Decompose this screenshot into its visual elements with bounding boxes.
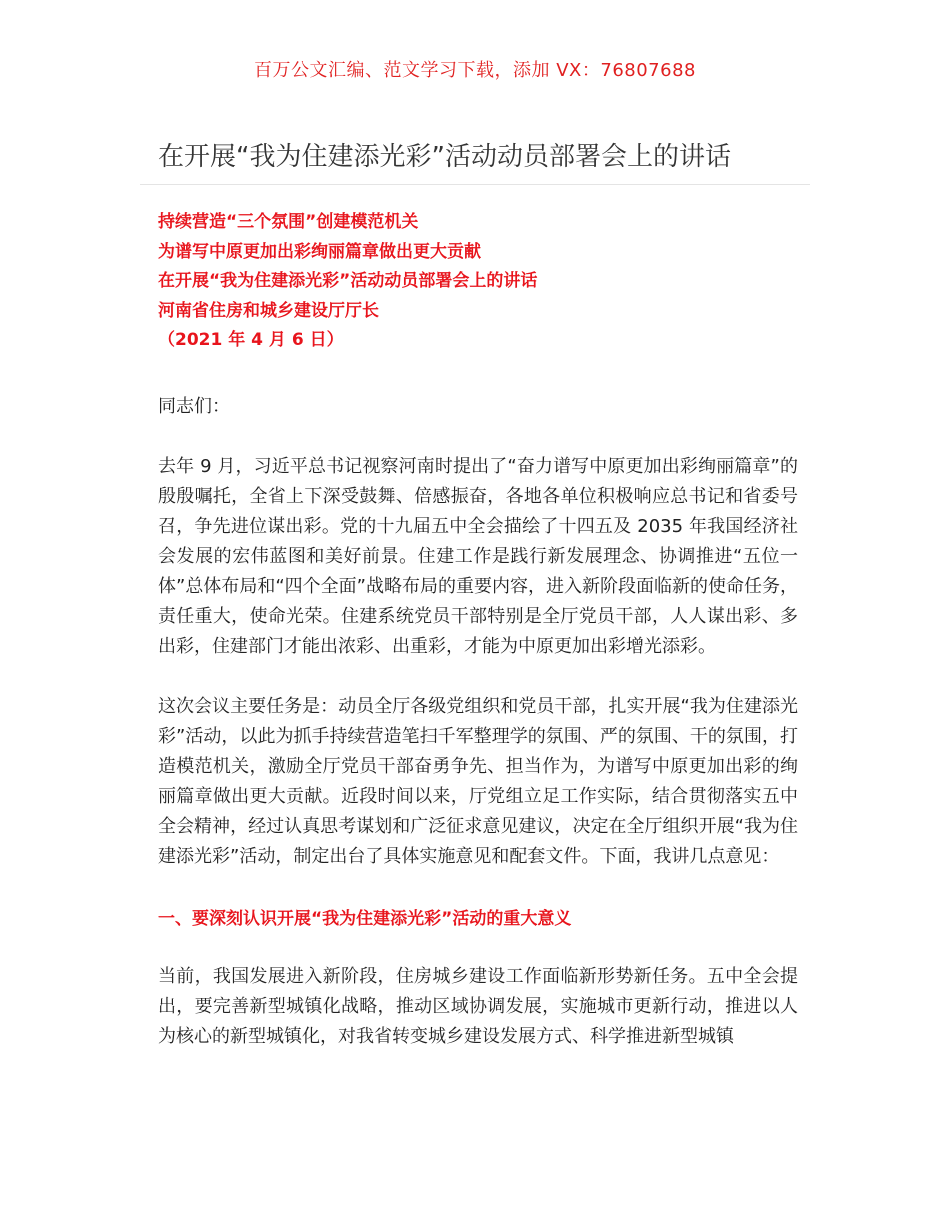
paragraph-2: 这次会议主要任务是：动员全厅各级党组织和党员干部，扎实开展“我为住建添光彩”活动，以此为抓手持续营造笔扫千军整理学的氛围、严的氛围、干的氛围，打造模范机关，激励全厅党员干部奋勇争先、担当作为，为谱写中原更加出彩的绚丽篇章做出更大贡献。近段时间以来，厅党组立足工作实际，结合贯彻落实五中全会精神，经过认真思考谋划和广泛征求意见建议，决定在全厅组织开展“我为住建添光彩”活动，制定出台了具体实施意见和配套文件。下面，我讲几点意见： xyxy=(158,695,798,867)
page-title: 在开展“我为住建添光彩”活动动员部署会上的讲话 xyxy=(158,142,731,172)
header-line-subtitle-2: 为谱写中原更加出彩绚丽篇章做出更大贡献 xyxy=(158,241,481,262)
section-heading-1: 一、要深刻认识开展“我为住建添光彩”活动的重大意义 xyxy=(158,908,572,929)
title-divider xyxy=(140,184,810,185)
speech-header-block xyxy=(158,208,798,356)
greeting: 同志们： xyxy=(158,395,230,417)
paragraph-1: 去年 9 月，习近平总书记视察河南时提出了“奋力谱写中原更加出彩绚丽篇章”的殷殷嘱托，全省上下深受鼓舞、倍感振奋，各地各单位积极响应总书记和省委号召，争先进位谋出彩。党的十九届五中全会描绘了十四五及 2035 年我国经济社会发展的宏伟蓝图和美好前景。住建工作是践行新发展理念、协调推进“五位一体”总体布局和“四个全面”战略布局的重要内容，进入新阶段面临新的使命任务，责任重大，使命光荣。住建系统党员干部特别是全厅党员干部，人人谋出彩、多出彩，住建部门才能出浓彩、出重彩，才能为中原更加出彩增光添彩。 xyxy=(158,455,798,657)
promo-banner: 百万公文汇编、范文学习下载，添加 VX：76807688 xyxy=(254,60,696,81)
header-line-subtitle-1: 持续营造“三个氛围”创建模范机关 xyxy=(158,212,419,232)
header-line-date: （2021 年 4 月 6 日） xyxy=(158,330,344,351)
header-line-speech-title: 在开展“我为住建添光彩”活动动员部署会上的讲话 xyxy=(158,271,538,292)
paragraph-3: 当前，我国发展进入新阶段，住房城乡建设工作面临新形势新任务。五中全会提出，要完善新型城镇化战略，推动区域协调发展，实施城市更新行动，推进以人为核心的新型城镇化，对我省转变城乡建设发展方式、科学推进新型城镇 xyxy=(158,965,798,1047)
article-body xyxy=(158,208,798,1052)
header-line-speaker: 河南省住房和城乡建设厅厅长 xyxy=(158,300,379,321)
